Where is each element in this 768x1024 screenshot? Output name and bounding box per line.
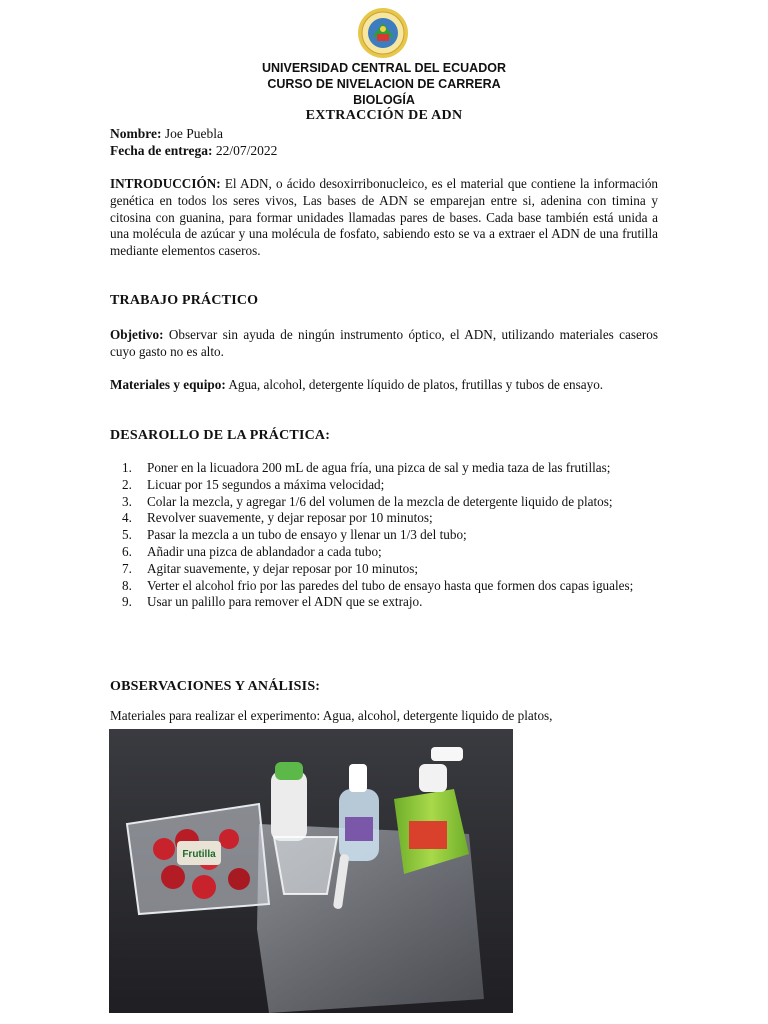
procedure-step: 5. Pasar la mezcla a un tubo de ensayo y llenar un 1/3 del tubo; (122, 527, 467, 543)
name-label: Nombre: (110, 126, 162, 141)
intro-text: El ADN, o ácido desoxirribonucleico, es el material que contiene la información genética en todos los seres vivos, Las bases de ADN se emparejan entre si, adenina con timina y citosina con guanina, para formar unidades llamadas pares de bases. Cada base también está unida a una molécula de azúcar y una molécula de fosfato, sabiendo esto se va a extraer el ADN de una frutilla mediante elementos caseros. (110, 176, 659, 259)
student-name-line (110, 125, 223, 142)
observations-heading: OBSERVACIONES Y ANÁLISIS: (110, 679, 321, 694)
practical-heading: TRABAJO PRÁCTICO (110, 293, 259, 308)
strawberry-container (127, 804, 269, 914)
materials-text: Agua, alcohol, detergente líquido de platos, frutillas y tubos de ensayo. (228, 377, 604, 392)
materials-paragraph (110, 377, 658, 394)
salt-shaker (271, 762, 307, 841)
experiment-materials-photo (109, 729, 513, 1013)
subject-name: BIOLOGÍA (353, 93, 415, 107)
university-seal-logo (357, 7, 409, 59)
date-label: Fecha de entrega: (110, 143, 213, 158)
procedure-steps-list (110, 460, 695, 611)
procedure-step: 8. Verter el alcohol frio por las paredes del tubo de ensayo hasta que formen dos capas iguales; (122, 577, 634, 593)
procedure-step: 6. Añadir una pizca de ablandador a cada tubo; (122, 543, 382, 559)
objective-label: Objetivo: (110, 327, 164, 342)
procedure-step: 7. Agitar suavemente, y dejar reposar por 10 minutos; (122, 560, 419, 576)
document-title: EXTRACCIÓN DE ADN (305, 108, 463, 123)
procedure-step: 3. Colar la mezcla, y agregar 1/6 del volumen de la mezcla de detergente liquido de platos; (122, 493, 613, 509)
delivery-date-line (110, 142, 277, 159)
procedure-step: 2. Licuar por 15 segundos a máxima velocidad; (122, 476, 385, 492)
procedure-step: 9. Usar un palillo para remover el ADN que se extrajo. (122, 594, 423, 610)
objective-text: Observar sin ayuda de ningún instrumento óptico, el ADN, utilizando materiales caseros cuyo gasto no es alto. (110, 327, 658, 359)
objective-paragraph (110, 327, 658, 361)
development-heading: DESAROLLO DE LA PRÁCTICA: (110, 428, 331, 443)
date-value: 22/07/2022 (215, 143, 278, 158)
intro-label: INTRODUCCIÓN: (110, 176, 221, 191)
university-name: UNIVERSIDAD CENTRAL DEL ECUADOR (261, 61, 506, 75)
introduction-paragraph (110, 176, 658, 260)
procedure-step: 4. Revolver suavemente, y dejar reposar por 10 minutos; (122, 510, 433, 526)
name-value: Joe Puebla (164, 126, 223, 141)
observations-paragraph: Materiales para realizar el experimento: Agua, alcohol, detergente liquido de platos, (110, 708, 553, 723)
procedure-step: 1. Poner en la licuadora 200 mL de agua fría, una pizca de sal y media taza de las frutillas; (122, 460, 611, 475)
materials-label: Materiales y equipo: (110, 377, 226, 392)
course-name: CURSO DE NIVELACION DE CARRERA (267, 77, 501, 91)
plastic-cup (274, 837, 337, 894)
strawberry-package-label: Frutilla (182, 849, 216, 860)
